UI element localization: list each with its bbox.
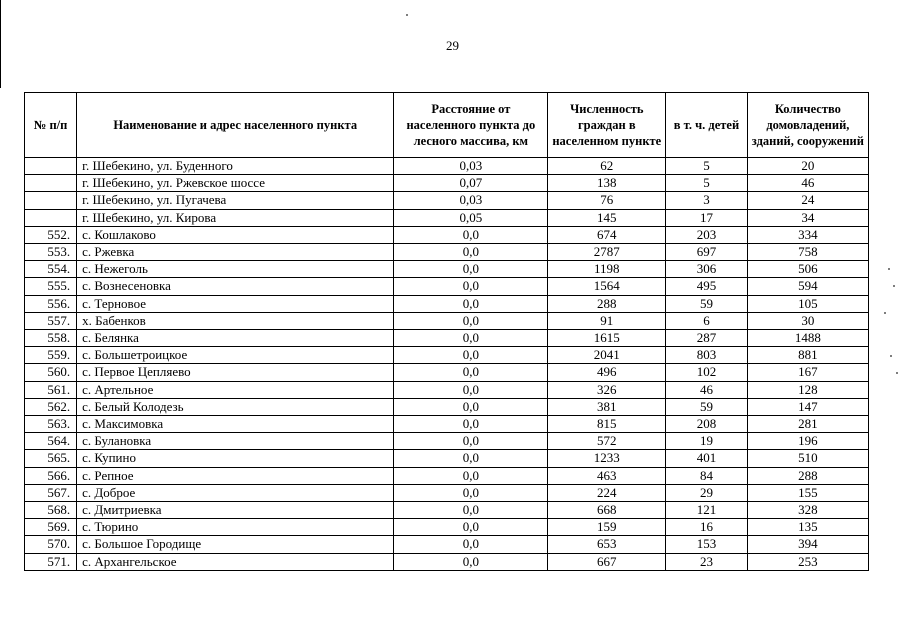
population-value: 2041 <box>548 347 666 364</box>
table-header-row <box>25 93 869 158</box>
settlement-name: с. Дмитриевка <box>77 502 394 519</box>
buildings-value: 594 <box>747 278 868 295</box>
table-row <box>25 467 869 484</box>
row-number: 554. <box>25 261 77 278</box>
distance-value: 0,0 <box>394 416 548 433</box>
buildings-value: 20 <box>747 158 868 175</box>
buildings-value: 394 <box>747 536 868 553</box>
row-number: 559. <box>25 347 77 364</box>
buildings-value: 1488 <box>747 330 868 347</box>
table-row <box>25 209 869 226</box>
buildings-value: 167 <box>747 364 868 381</box>
children-value: 3 <box>666 192 748 209</box>
table-row <box>25 364 869 381</box>
settlement-name: с. Ржевка <box>77 244 394 261</box>
population-value: 76 <box>548 192 666 209</box>
distance-value: 0,0 <box>394 312 548 329</box>
children-value: 287 <box>666 330 748 347</box>
row-number: 558. <box>25 330 77 347</box>
population-value: 159 <box>548 519 666 536</box>
header-buildings: Количество домовладений, зданий, сооружений <box>747 93 868 158</box>
settlement-name: с. Репное <box>77 467 394 484</box>
table-row <box>25 261 869 278</box>
table-row <box>25 226 869 243</box>
table-row <box>25 330 869 347</box>
settlement-name: с. Вознесеновка <box>77 278 394 295</box>
settlement-name: с. Кошлаково <box>77 226 394 243</box>
table-body <box>25 158 869 571</box>
table-row <box>25 312 869 329</box>
table-row <box>25 158 869 175</box>
row-number: 555. <box>25 278 77 295</box>
row-number: 553. <box>25 244 77 261</box>
settlement-name: с. Белянка <box>77 330 394 347</box>
children-value: 203 <box>666 226 748 243</box>
children-value: 84 <box>666 467 748 484</box>
distance-value: 0,0 <box>394 502 548 519</box>
buildings-value: 288 <box>747 467 868 484</box>
scan-speck <box>406 14 408 16</box>
settlement-name: г. Шебекино, ул. Буденного <box>77 158 394 175</box>
row-number <box>25 175 77 192</box>
children-value: 59 <box>666 295 748 312</box>
population-value: 145 <box>548 209 666 226</box>
buildings-value: 155 <box>747 484 868 501</box>
table-row <box>25 175 869 192</box>
header-number: № п/п <box>25 93 77 158</box>
children-value: 208 <box>666 416 748 433</box>
distance-value: 0,0 <box>394 450 548 467</box>
buildings-value: 105 <box>747 295 868 312</box>
row-number: 568. <box>25 502 77 519</box>
population-value: 674 <box>548 226 666 243</box>
settlement-name: с. Доброе <box>77 484 394 501</box>
distance-value: 0,05 <box>394 209 548 226</box>
population-value: 1615 <box>548 330 666 347</box>
table-row <box>25 244 869 261</box>
distance-value: 0,0 <box>394 553 548 570</box>
children-value: 29 <box>666 484 748 501</box>
children-value: 23 <box>666 553 748 570</box>
distance-value: 0,0 <box>394 381 548 398</box>
row-number: 556. <box>25 295 77 312</box>
row-number: 571. <box>25 553 77 570</box>
population-value: 288 <box>548 295 666 312</box>
row-number <box>25 192 77 209</box>
children-value: 16 <box>666 519 748 536</box>
buildings-value: 281 <box>747 416 868 433</box>
table-row <box>25 192 869 209</box>
children-value: 697 <box>666 244 748 261</box>
table-row <box>25 519 869 536</box>
population-value: 91 <box>548 312 666 329</box>
distance-value: 0,0 <box>394 244 548 261</box>
buildings-value: 147 <box>747 398 868 415</box>
row-number: 561. <box>25 381 77 398</box>
row-number: 560. <box>25 364 77 381</box>
distance-value: 0,0 <box>394 433 548 450</box>
children-value: 17 <box>666 209 748 226</box>
row-number: 569. <box>25 519 77 536</box>
population-value: 224 <box>548 484 666 501</box>
row-number: 570. <box>25 536 77 553</box>
population-value: 138 <box>548 175 666 192</box>
scan-speck <box>890 355 892 357</box>
table-row <box>25 536 869 553</box>
distance-value: 0,0 <box>394 347 548 364</box>
row-number <box>25 158 77 175</box>
children-value: 153 <box>666 536 748 553</box>
row-number: 557. <box>25 312 77 329</box>
children-value: 803 <box>666 347 748 364</box>
population-value: 668 <box>548 502 666 519</box>
distance-value: 0,0 <box>394 261 548 278</box>
table-row <box>25 433 869 450</box>
row-number: 564. <box>25 433 77 450</box>
row-number <box>25 209 77 226</box>
buildings-value: 128 <box>747 381 868 398</box>
buildings-value: 46 <box>747 175 868 192</box>
table-row <box>25 295 869 312</box>
population-value: 572 <box>548 433 666 450</box>
population-value: 2787 <box>548 244 666 261</box>
children-value: 46 <box>666 381 748 398</box>
table-row <box>25 484 869 501</box>
settlement-name: с. Первое Цепляево <box>77 364 394 381</box>
population-value: 667 <box>548 553 666 570</box>
row-number: 552. <box>25 226 77 243</box>
population-value: 1233 <box>548 450 666 467</box>
settlement-name: г. Шебекино, ул. Ржевское шоссе <box>77 175 394 192</box>
distance-value: 0,0 <box>394 484 548 501</box>
row-number: 563. <box>25 416 77 433</box>
row-number: 567. <box>25 484 77 501</box>
header-children: в т. ч. детей <box>666 93 748 158</box>
population-value: 496 <box>548 364 666 381</box>
row-number: 566. <box>25 467 77 484</box>
buildings-value: 135 <box>747 519 868 536</box>
scan-speck <box>896 372 898 374</box>
distance-value: 0,0 <box>394 536 548 553</box>
distance-value: 0,0 <box>394 467 548 484</box>
children-value: 5 <box>666 175 748 192</box>
settlement-name: г. Шебекино, ул. Пугачева <box>77 192 394 209</box>
population-value: 815 <box>548 416 666 433</box>
distance-value: 0,0 <box>394 364 548 381</box>
buildings-value: 253 <box>747 553 868 570</box>
buildings-value: 510 <box>747 450 868 467</box>
page-number: 29 <box>446 38 459 53</box>
settlement-name: с. Нежеголь <box>77 261 394 278</box>
table-row <box>25 553 869 570</box>
settlement-name: с. Терновое <box>77 295 394 312</box>
row-number: 562. <box>25 398 77 415</box>
settlement-name: х. Бабенков <box>77 312 394 329</box>
distance-value: 0,0 <box>394 226 548 243</box>
header-distance: Расстояние от населенного пункта до лесного массива, км <box>394 93 548 158</box>
population-value: 463 <box>548 467 666 484</box>
population-value: 1198 <box>548 261 666 278</box>
buildings-value: 334 <box>747 226 868 243</box>
buildings-value: 506 <box>747 261 868 278</box>
settlements-table <box>24 92 869 571</box>
population-value: 326 <box>548 381 666 398</box>
settlement-name: с. Купино <box>77 450 394 467</box>
scan-speck <box>893 285 895 287</box>
settlement-name: с. Белый Колодезь <box>77 398 394 415</box>
scan-speck <box>888 268 890 270</box>
settlement-name: с. Большетроицкое <box>77 347 394 364</box>
children-value: 102 <box>666 364 748 381</box>
table-row <box>25 278 869 295</box>
settlement-name: с. Архангельское <box>77 553 394 570</box>
children-value: 5 <box>666 158 748 175</box>
scan-speck <box>884 312 886 314</box>
distance-value: 0,0 <box>394 519 548 536</box>
children-value: 59 <box>666 398 748 415</box>
population-value: 381 <box>548 398 666 415</box>
distance-value: 0,0 <box>394 398 548 415</box>
buildings-value: 24 <box>747 192 868 209</box>
distance-value: 0,03 <box>394 192 548 209</box>
distance-value: 0,07 <box>394 175 548 192</box>
buildings-value: 34 <box>747 209 868 226</box>
header-name: Наименование и адрес населенного пункта <box>77 93 394 158</box>
table-row <box>25 398 869 415</box>
distance-value: 0,0 <box>394 278 548 295</box>
table-row <box>25 502 869 519</box>
settlement-name: с. Артельное <box>77 381 394 398</box>
children-value: 495 <box>666 278 748 295</box>
settlement-name: с. Тюрино <box>77 519 394 536</box>
population-value: 1564 <box>548 278 666 295</box>
distance-value: 0,0 <box>394 295 548 312</box>
buildings-value: 328 <box>747 502 868 519</box>
settlement-name: с. Максимовка <box>77 416 394 433</box>
children-value: 401 <box>666 450 748 467</box>
table-row <box>25 450 869 467</box>
children-value: 121 <box>666 502 748 519</box>
population-value: 62 <box>548 158 666 175</box>
buildings-value: 30 <box>747 312 868 329</box>
header-population: Численность граждан в населенном пункте <box>548 93 666 158</box>
buildings-value: 881 <box>747 347 868 364</box>
row-number: 565. <box>25 450 77 467</box>
table-row <box>25 347 869 364</box>
children-value: 6 <box>666 312 748 329</box>
settlement-name: г. Шебекино, ул. Кирова <box>77 209 394 226</box>
buildings-value: 758 <box>747 244 868 261</box>
population-value: 653 <box>548 536 666 553</box>
table-row <box>25 416 869 433</box>
children-value: 306 <box>666 261 748 278</box>
distance-value: 0,03 <box>394 158 548 175</box>
settlement-name: с. Большое Городище <box>77 536 394 553</box>
table-row <box>25 381 869 398</box>
buildings-value: 196 <box>747 433 868 450</box>
children-value: 19 <box>666 433 748 450</box>
settlement-name: с. Булановка <box>77 433 394 450</box>
distance-value: 0,0 <box>394 330 548 347</box>
